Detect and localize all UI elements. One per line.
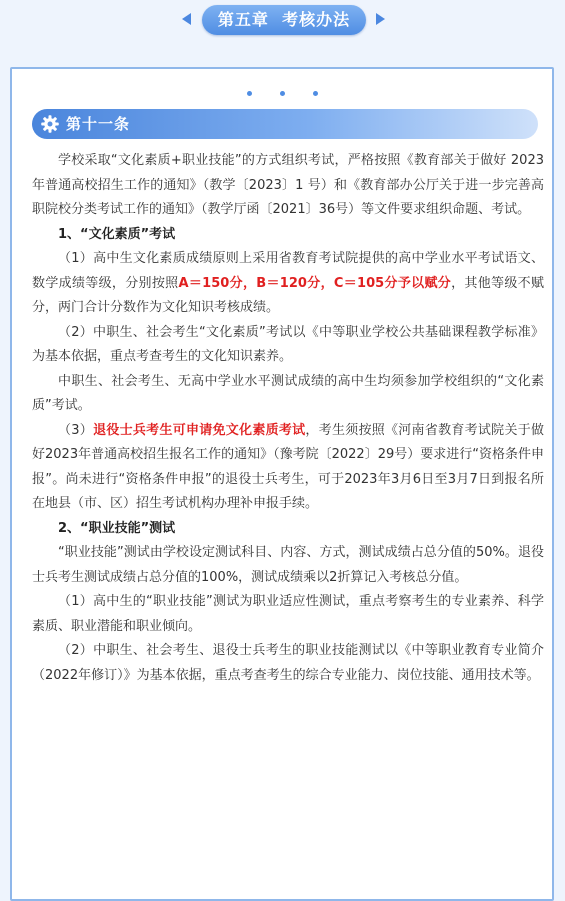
paragraph: （1）高中生文化素质成绩原则上采用省教育考试院提供的高中学业水平考试语文、数学成绩等级，分别按照A＝150分，B＝120分，C＝105分予以赋分，其他等级不赋分，两门合计分数作为文化知识考核成绩。 bbox=[32, 251, 544, 315]
paragraph: （3）退役士兵考生可申请免文化素质考试，考生须按照《河南省教育考试院关于做好2023年普通高校招生报名工作的通知》（豫考院〔2022〕29号）要求进行“资格条件申报”。尚未进行“资格条件申报”的退役士兵考生，可于2023年3月6日至3月7日到报名所在地县（市、区）招生考试机构办理补申报手续。 bbox=[32, 422, 544, 511]
dot-icon bbox=[313, 91, 318, 96]
dot-icon bbox=[247, 91, 252, 96]
highlight-text: 退役士兵考生可申请免文化素质考试 bbox=[93, 422, 306, 438]
section-heading: 1、“文化素质”考试 bbox=[58, 226, 176, 242]
paragraph: （2）中职生、社会考生“文化素质”考试以《中等职业学校公共基础课程教学标准》为基本依据，重点考查考生的文化知识素养。 bbox=[32, 324, 544, 364]
article-title: 第十一条 bbox=[66, 115, 131, 133]
section-heading: 2、“职业技能”测试 bbox=[58, 520, 176, 536]
chapter-header bbox=[0, 0, 565, 44]
highlight-text: A＝150分，B＝120分，C＝105分予以赋分 bbox=[178, 275, 452, 291]
gear-icon bbox=[40, 114, 60, 134]
dot-icon bbox=[280, 91, 285, 96]
paragraph: “职业技能”测试由学校设定测试科目、内容、方式，测试成绩占总分值的50%。退役士兵考生测试成绩占总分值的100%，测试成绩乘以2折算记入考核总分值。 bbox=[32, 545, 544, 585]
paragraph: （2）中职生、社会考生、退役士兵考生的职业技能测试以《中等职业教育专业简介（2022年修订）》为基本依据，重点考查考生的综合专业能力、岗位技能、通用技术等。 bbox=[32, 643, 544, 683]
article-header bbox=[32, 109, 538, 139]
paragraph: 学校采取“文化素质+职业技能”的方式组织考试，严格按照《教育部关于做好 2023年普通高校招生工作的通知》（教学〔2023〕1 号）和《教育部办公厅关于进一步完善高职院校分类考试工作的通知》（教学厅函〔2021〕36号）等文件要求组织命题、考试。 bbox=[32, 153, 544, 217]
triangle-left-icon bbox=[182, 13, 191, 25]
paragraph: （1）高中生的“职业技能”测试为职业适应性测试，重点考察考生的专业素养、科学素质、职业潜能和职业倾向。 bbox=[32, 594, 544, 634]
paragraph: 中职生、社会考生、无高中学业水平测试成绩的高中生均须参加学校组织的“文化素质”考试。 bbox=[32, 373, 544, 413]
decorative-dots bbox=[12, 81, 552, 91]
chapter-title: 第五章 考核办法 bbox=[202, 5, 366, 35]
content-card bbox=[10, 67, 554, 901]
triangle-right-icon bbox=[376, 13, 385, 25]
article-body bbox=[32, 149, 544, 688]
